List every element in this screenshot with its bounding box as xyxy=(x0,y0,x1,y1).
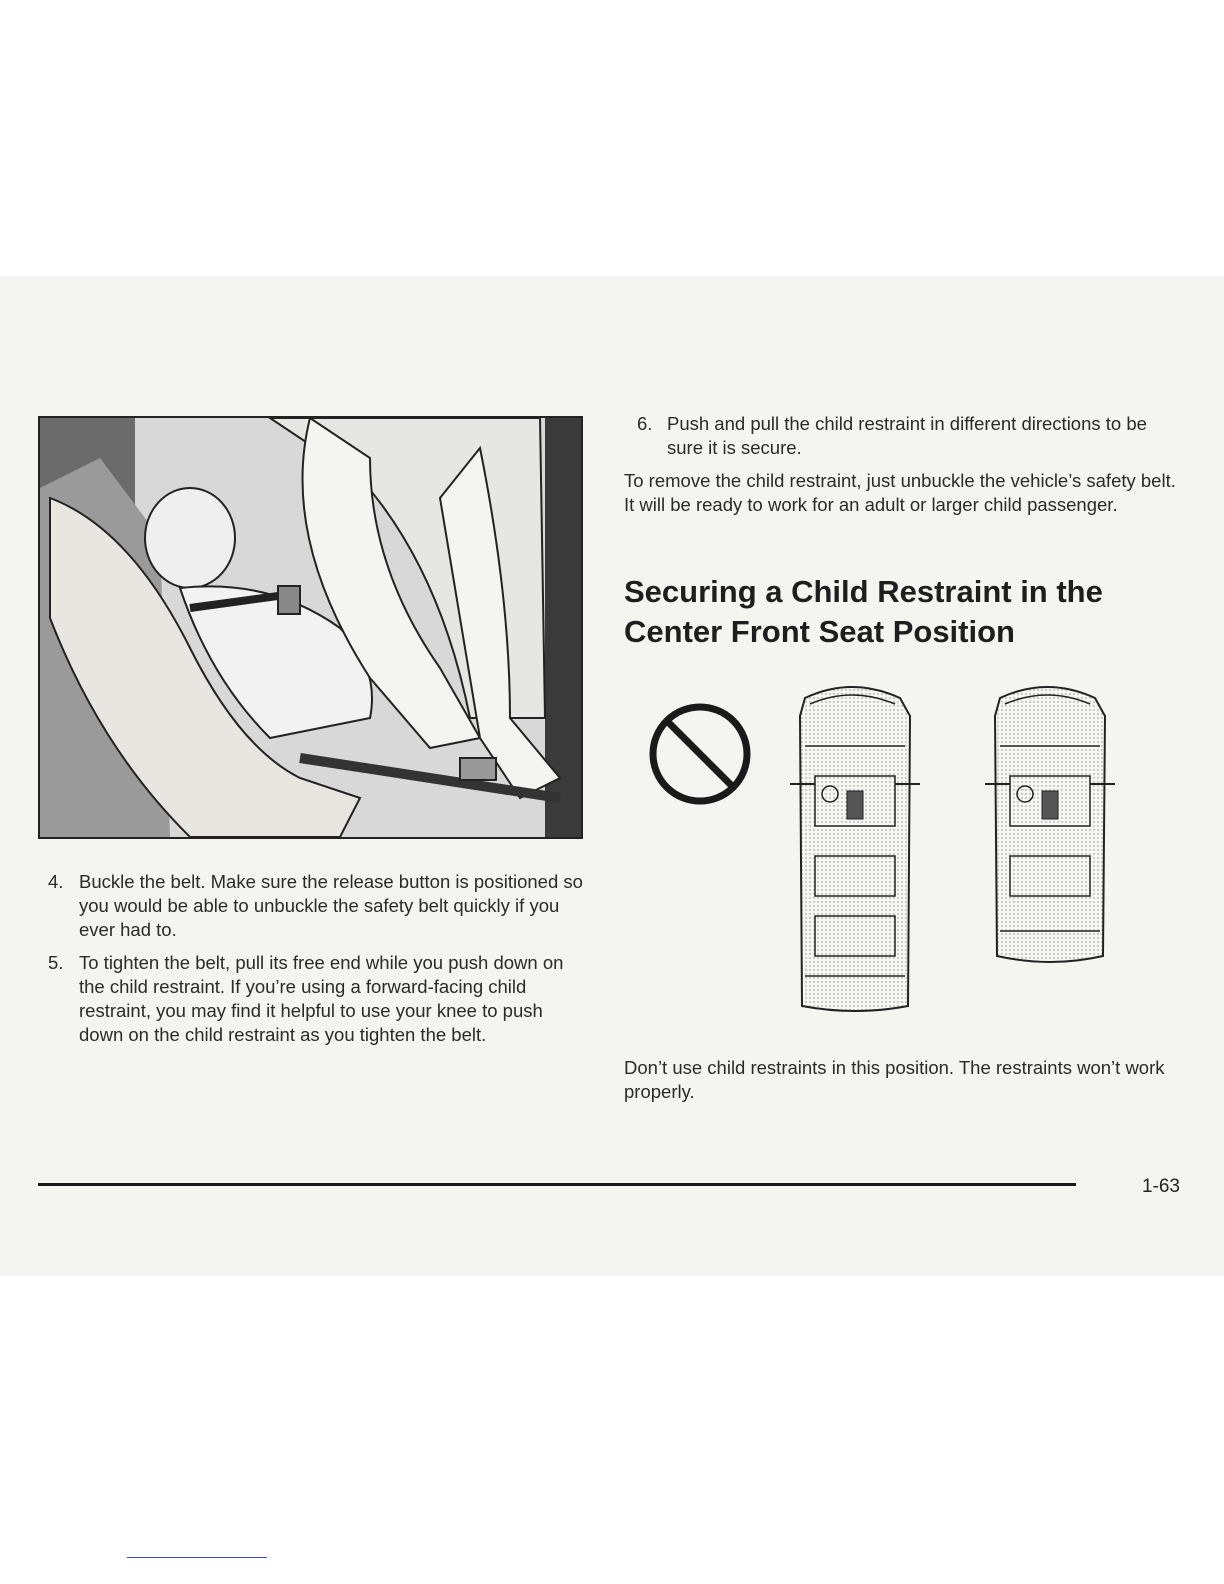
list-item xyxy=(624,412,1184,460)
vehicle-seating-diagram xyxy=(640,676,1140,1016)
step-number: 5. xyxy=(48,952,64,973)
vehicle-diagram-short xyxy=(985,687,1115,962)
remove-paragraph: To remove the child restraint, just unbuckle the vehicle’s safety belt. It will be ready to work for an adult or larger child passenger. xyxy=(624,470,1176,515)
step-number: 4. xyxy=(48,871,64,892)
bottom-link-underline xyxy=(127,1557,267,1558)
diagram-caption: Don’t use child restraints in this position. The restraints won’t work properly. xyxy=(624,1057,1165,1102)
list-item xyxy=(48,870,583,942)
prohibition-icon xyxy=(653,707,747,801)
list-item xyxy=(48,951,583,1047)
vehicle-diagram-long xyxy=(790,687,920,1011)
page-number: 1-63 xyxy=(1141,1176,1180,1197)
child-restraint-photo xyxy=(38,416,583,839)
step-number: 6. xyxy=(637,413,653,434)
left-steps-list xyxy=(48,870,583,1056)
section-heading: Securing a Child Restraint in the Center Front Seat Position xyxy=(624,574,1103,649)
footer-rule xyxy=(38,1183,1076,1186)
step-text: Push and pull the child restraint in different directions to be sure it is secure. xyxy=(667,413,1147,458)
step-text: Buckle the belt. Make sure the release button is positioned so you would be able to unbuckle the safety belt quickly if you ever had to. xyxy=(79,871,583,940)
right-column xyxy=(624,412,1184,517)
step-text: To tighten the belt, pull its free end while you push down on the child restraint. If you’re using a forward-facing child restraint, you may find it helpful to use your knee to push down on the child restraint as you tighten the belt. xyxy=(79,952,564,1045)
